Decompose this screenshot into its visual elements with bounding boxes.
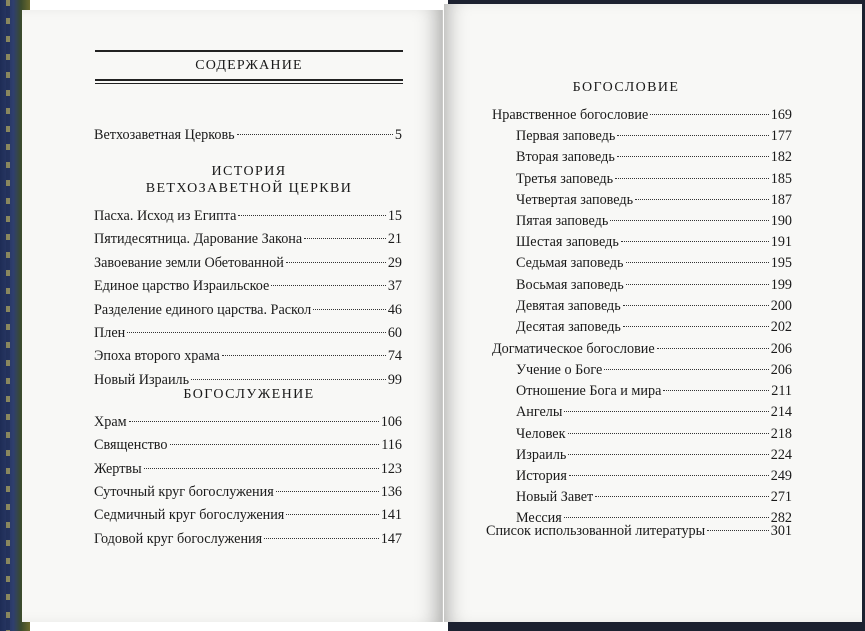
toc-leader-dots xyxy=(564,517,769,518)
toc-entry xyxy=(516,425,792,443)
toc-leader-dots xyxy=(127,332,386,333)
section-title-line: ИСТОРИЯ xyxy=(211,164,287,179)
toc-entry-title: Четвертая заповедь xyxy=(516,191,634,208)
heading-rule-bottom xyxy=(95,79,403,81)
toc-entry-title: Годовой круг богослужения xyxy=(94,530,263,547)
toc-leader-dots xyxy=(170,444,380,445)
toc-entry-title: Десятая заповедь xyxy=(516,319,621,335)
toc-leader-dots xyxy=(626,262,769,263)
toc-group-entry xyxy=(492,106,792,124)
toc-entry-title: Суточный круг богослужения xyxy=(94,483,274,500)
toc-entry xyxy=(516,361,792,379)
toc-leader-dots xyxy=(626,284,769,285)
toc-entry-page: 206 xyxy=(770,361,792,378)
toc-entry xyxy=(516,276,792,294)
toc-entry-title: Нравственное богословие xyxy=(492,107,649,123)
toc-entry-page: 99 xyxy=(387,371,402,388)
toc-leader-dots xyxy=(650,114,768,115)
toc-entry-page: 182 xyxy=(770,149,792,166)
toc-entry xyxy=(516,446,792,464)
toc-entry-page: 282 xyxy=(770,510,792,527)
toc-leader-dots xyxy=(657,348,769,349)
toc-entry xyxy=(94,230,402,248)
toc-entry xyxy=(516,191,792,209)
toc-entry-page: 187 xyxy=(770,191,792,208)
toc-entry-title: Первая заповедь xyxy=(516,128,616,145)
toc-entry-page: 249 xyxy=(770,467,792,484)
toc-entry-title: Пятая заповедь xyxy=(516,213,609,229)
toc-entry xyxy=(516,170,792,188)
toc-entry-page: 136 xyxy=(380,483,402,500)
heading-rule-top xyxy=(95,50,403,52)
toc-entry xyxy=(94,347,402,365)
toc-entry-title: Отношение Бога и мира xyxy=(516,383,662,400)
toc-leader-dots xyxy=(604,369,768,370)
toc-entry xyxy=(94,324,402,342)
toc-entry-title: Эпоха второго храма xyxy=(94,348,220,365)
toc-entry xyxy=(516,254,792,272)
toc-entry-page: 37 xyxy=(387,278,402,295)
toc-leader-dots xyxy=(286,262,386,263)
toc-entry xyxy=(94,277,402,295)
toc-entry xyxy=(516,148,792,166)
toc-entry-page: 191 xyxy=(770,234,792,251)
toc-entry-page: 141 xyxy=(380,507,402,524)
toc-leader-dots xyxy=(617,156,769,157)
toc-entry xyxy=(94,436,402,454)
toc-entry-page: 271 xyxy=(770,489,792,506)
toc-entry-page: 177 xyxy=(770,128,792,145)
toc-leader-dots xyxy=(623,326,769,327)
toc-leader-dots xyxy=(621,241,769,242)
toc-entry-page: 74 xyxy=(387,348,402,365)
toc-entry xyxy=(94,530,402,548)
toc-leader-dots xyxy=(568,433,769,434)
toc-entry xyxy=(516,467,792,485)
toc-entry-title: Пятидесятница. Дарование Закона xyxy=(94,231,303,248)
toc-final-entry xyxy=(486,522,792,540)
heading-rule-bottom-thin xyxy=(95,83,403,84)
toc-entry-title: Новый Израиль xyxy=(94,371,190,388)
toc-leader-dots xyxy=(569,475,769,476)
toc-entry-title: Девятая заповедь xyxy=(516,297,621,314)
toc-entry xyxy=(516,318,792,336)
toc-entry xyxy=(94,506,402,524)
toc-entry xyxy=(516,488,792,506)
toc-entry-page: 200 xyxy=(770,297,792,314)
toc-entry-page: 214 xyxy=(770,404,792,421)
toc-entry-page: 123 xyxy=(380,460,402,477)
toc-entry-title: Мессия xyxy=(516,510,562,527)
page-title: СОДЕРЖАНИЕ xyxy=(195,58,303,73)
toc-leader-dots xyxy=(313,309,386,310)
toc-leader-dots xyxy=(615,178,769,179)
toc-leader-dots xyxy=(144,468,379,469)
toc-leader-dots xyxy=(610,220,768,221)
section-title-line: ВЕТХОЗАВЕТНОЙ ЦЕРКВИ xyxy=(145,181,353,196)
toc-leader-dots xyxy=(237,134,393,135)
toc-leader-dots xyxy=(271,285,385,286)
toc-entry-title: Список использованной литературы xyxy=(486,523,706,539)
toc-entry-title: Единое царство Израильское xyxy=(94,278,270,295)
toc-entry-title: Храм xyxy=(94,414,127,430)
toc-entry-title: Человек xyxy=(516,425,566,442)
toc-entry xyxy=(516,212,792,230)
toc-entry-title: Новый Завет xyxy=(516,489,594,506)
toc-entry-page: 224 xyxy=(770,446,792,463)
toc-entry-title: Восьмая заповедь xyxy=(516,276,624,293)
toc-entry-page: 21 xyxy=(387,231,402,248)
toc-entry-page: 29 xyxy=(387,254,402,271)
toc-entry-title: Седьмая заповедь xyxy=(516,255,624,272)
toc-entry-page: 202 xyxy=(770,319,792,335)
toc-entry-page: 206 xyxy=(770,340,792,357)
toc-entry-page: 211 xyxy=(771,383,792,400)
toc-entry-page: 106 xyxy=(380,414,402,430)
toc-entry-title: Жертвы xyxy=(94,460,142,477)
toc-entry-page: 190 xyxy=(770,213,792,229)
toc-entry-page: 218 xyxy=(770,425,792,442)
toc-entry xyxy=(94,207,402,225)
toc-entry-title: Завоевание земли Обетованной xyxy=(94,254,284,271)
toc-entry-title: Ветхозаветная Церковь xyxy=(94,127,235,143)
toc-entry xyxy=(516,127,792,145)
toc-entry-page: 116 xyxy=(381,437,402,454)
toc-leader-dots xyxy=(663,390,769,391)
toc-entry xyxy=(94,460,402,478)
toc-entry xyxy=(94,126,402,144)
section-title-worship xyxy=(95,386,403,403)
toc-entry-page: 195 xyxy=(770,255,792,272)
toc-entry-title: Вторая заповедь xyxy=(516,149,615,166)
toc-leader-dots xyxy=(595,496,768,497)
toc-entry xyxy=(516,403,792,421)
toc-entry-title: Разделение единого царства. Раскол xyxy=(94,301,312,318)
toc-entry-title: Плен xyxy=(94,325,126,341)
toc-leader-dots xyxy=(286,514,378,515)
toc-entry-title: Седмичный круг богослужения xyxy=(94,507,285,524)
toc-entry-title: Ангелы xyxy=(516,404,563,421)
toc-entry-page: 301 xyxy=(770,523,792,539)
section-title-line: БОГОСЛУЖЕНИЕ xyxy=(183,387,315,402)
toc-entry-page: 60 xyxy=(387,325,402,341)
toc-leader-dots xyxy=(129,421,379,422)
toc-entry-page: 185 xyxy=(770,170,792,187)
toc-entry xyxy=(516,233,792,251)
toc-leader-dots xyxy=(617,135,768,136)
toc-entry xyxy=(516,297,792,315)
toc-leader-dots xyxy=(238,215,385,216)
toc-leader-dots xyxy=(564,411,768,412)
toc-entry-title: История xyxy=(516,467,567,484)
toc-leader-dots xyxy=(635,199,769,200)
toc-leader-dots xyxy=(623,305,769,306)
toc-leader-dots xyxy=(568,454,768,455)
toc-group-entry xyxy=(492,340,792,358)
section-title-theology: БОГОСЛОВИЕ xyxy=(572,80,680,95)
toc-entry-page: 15 xyxy=(387,208,402,224)
toc-entry-title: Третья заповедь xyxy=(516,170,614,187)
toc-entry xyxy=(94,254,402,272)
toc-entry-title: Израиль xyxy=(516,446,567,463)
toc-leader-dots xyxy=(222,355,386,356)
toc-leader-dots xyxy=(264,538,379,539)
toc-entry-page: 199 xyxy=(770,276,792,293)
toc-entry-page: 46 xyxy=(387,301,402,318)
toc-entry-title: Священство xyxy=(94,437,168,454)
toc-leader-dots xyxy=(276,491,379,492)
toc-entry xyxy=(94,483,402,501)
toc-entry-title: Учение о Боге xyxy=(516,361,603,378)
toc-entry-title: Шестая заповедь xyxy=(516,234,619,251)
toc-entry-title: Пасха. Исход из Египта xyxy=(94,208,237,224)
toc-entry-title: Догматическое богословие xyxy=(492,340,655,357)
section-title-history xyxy=(95,163,403,197)
toc-leader-dots xyxy=(191,379,386,380)
toc-entry-page: 147 xyxy=(380,530,402,547)
toc-entry-page: 169 xyxy=(770,107,792,123)
toc-leader-dots xyxy=(707,530,769,531)
toc-entry-page: 5 xyxy=(394,127,402,143)
toc-entry xyxy=(94,413,402,431)
toc-entry xyxy=(94,301,402,319)
toc-entry xyxy=(516,382,792,400)
toc-leader-dots xyxy=(304,238,386,239)
